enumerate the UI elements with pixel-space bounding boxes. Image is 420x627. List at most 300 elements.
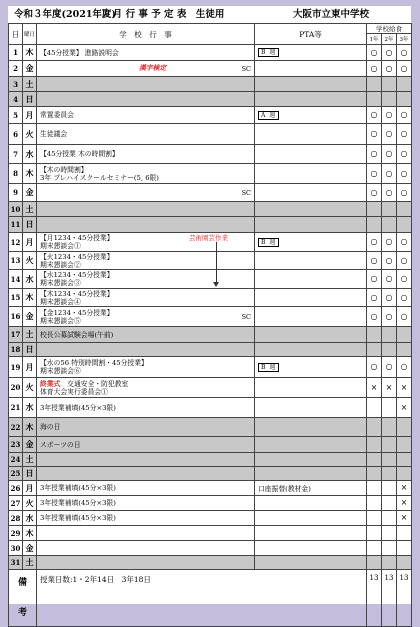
- lunch-grade-2: ×: [382, 378, 397, 398]
- events-cell: [37, 145, 255, 164]
- lunch-grade-1: ○: [367, 145, 382, 164]
- event-text: 【木1234・45分授業】: [40, 289, 114, 298]
- lunch-grade-1: ○: [367, 45, 382, 61]
- lunch-grade-2: ○: [382, 307, 397, 327]
- day-number: 6: [9, 124, 23, 145]
- lunch-grade-1: ○: [367, 289, 382, 307]
- fiscal-year-title: 令和３年度(2021年度): [14, 9, 116, 20]
- header-grade-3: 3年: [397, 34, 412, 45]
- weekday: 水: [23, 145, 37, 164]
- lunch-grade-1: [367, 327, 382, 343]
- day-number: 15: [9, 289, 23, 307]
- event-text: 期末懇談会⑥: [40, 367, 81, 375]
- week-badge: B 週: [258, 238, 279, 247]
- lunch-grade-3: [397, 92, 412, 107]
- event-text: 3年授業補填(45分×3限): [40, 514, 116, 522]
- lunch-grade-3: ○: [397, 61, 412, 77]
- lunch-grade-1: [367, 496, 382, 511]
- pta-cell: [255, 184, 367, 202]
- lunch-grade-1: [367, 467, 382, 481]
- pta-cell: [255, 270, 367, 289]
- weekday: 月: [23, 233, 37, 252]
- pta-text: 口座振替(教材金): [258, 485, 311, 493]
- pta-cell: [255, 145, 367, 164]
- lunch-grade-3: ○: [397, 124, 412, 145]
- week-badge: B 週: [258, 363, 279, 372]
- schedule-table: [8, 23, 412, 627]
- table-row: [9, 307, 412, 327]
- lunch-grade-2: ○: [382, 289, 397, 307]
- notes-row: [9, 570, 412, 627]
- events-cell: [37, 398, 255, 418]
- events-cell: [37, 418, 255, 437]
- pta-cell: [255, 343, 367, 357]
- weekday: 土: [23, 453, 37, 467]
- events-cell: [37, 217, 255, 233]
- pta-cell: [255, 252, 367, 270]
- lunch-grade-2: ○: [382, 145, 397, 164]
- pta-cell: [255, 164, 367, 184]
- events-cell: [37, 357, 255, 378]
- events-cell: [37, 124, 255, 145]
- day-number: 18: [9, 343, 23, 357]
- day-number: 26: [9, 481, 23, 496]
- lunch-grade-3: ×: [397, 398, 412, 418]
- pta-cell: [255, 556, 367, 570]
- lunch-grade-1: ○: [367, 307, 382, 327]
- events-cell: [37, 184, 255, 202]
- lunch-grade-3: [397, 202, 412, 217]
- day-number: 14: [9, 270, 23, 289]
- events-cell: [37, 556, 255, 570]
- event-text: 【月1234・45分授業】: [40, 234, 114, 242]
- schedule-rows: [9, 45, 412, 570]
- event-text: 3年授業補填(45分×3限): [40, 484, 116, 492]
- lunch-grade-3: ×: [397, 511, 412, 526]
- pta-cell: [255, 453, 367, 467]
- weekday: 火: [23, 252, 37, 270]
- lunch-grade-1: ○: [367, 233, 382, 252]
- weekday: 水: [23, 398, 37, 418]
- events-cell: [37, 511, 255, 526]
- weekday: 日: [23, 343, 37, 357]
- pta-cell: [255, 357, 367, 378]
- schedule-title: ７ 月 行 事 予 定 表 生徒用: [100, 9, 225, 20]
- event-text: 【木の時間割】: [40, 165, 88, 174]
- lunch-grade-3: ○: [397, 164, 412, 184]
- weekday: 月: [23, 357, 37, 378]
- day-number: 1: [9, 45, 23, 61]
- day-number: 30: [9, 541, 23, 556]
- day-number: 29: [9, 526, 23, 541]
- day-number: 10: [9, 202, 23, 217]
- day-number: 21: [9, 398, 23, 418]
- table-row: [9, 92, 412, 107]
- weekday: 日: [23, 217, 37, 233]
- pta-cell: [255, 233, 367, 252]
- weekday: 金: [23, 541, 37, 556]
- lunch-grade-2: [382, 437, 397, 453]
- schedule-sheet: [8, 6, 411, 618]
- table-row: [9, 270, 412, 289]
- weekday: 木: [23, 45, 37, 61]
- table-row: [9, 496, 412, 511]
- event-text: 期末懇談会④: [40, 297, 81, 306]
- lunch-grade-3: ○: [397, 107, 412, 124]
- lunch-grade-2: [382, 343, 397, 357]
- lunch-grade-2: [382, 467, 397, 481]
- lunch-grade-3: [397, 526, 412, 541]
- lunch-grade-3: [397, 556, 412, 570]
- lunch-grade-3: ○: [397, 357, 412, 378]
- table-row: [9, 289, 412, 307]
- table-row: [9, 481, 412, 496]
- lunch-grade-3: ○: [397, 307, 412, 327]
- pta-cell: [255, 202, 367, 217]
- lunch-grade-3: [397, 327, 412, 343]
- day-number: 16: [9, 307, 23, 327]
- sc-mark: SC: [241, 312, 251, 321]
- kanji-test-note: 漢字検定: [139, 64, 167, 72]
- events-cell: [37, 61, 255, 77]
- events-cell: [37, 496, 255, 511]
- day-number: 8: [9, 164, 23, 184]
- table-row: [9, 184, 412, 202]
- event-text: 【水の56 特別時間割・45分授業】: [40, 359, 148, 367]
- lunch-grade-1: [367, 418, 382, 437]
- event-text: 生徒議会: [40, 130, 68, 138]
- lunch-grade-3: [397, 437, 412, 453]
- weekday: 金: [23, 307, 37, 327]
- lunch-grade-3: [397, 467, 412, 481]
- title-row: [8, 6, 411, 23]
- lunch-grade-1: ×: [367, 378, 382, 398]
- header-lunch: 学校給食: [367, 24, 412, 34]
- weekday: 土: [23, 556, 37, 570]
- events-cell: [37, 541, 255, 556]
- lunch-grade-2: ○: [382, 61, 397, 77]
- lunch-grade-2: ○: [382, 357, 397, 378]
- lunch-grade-2: [382, 202, 397, 217]
- event-text: 体育大会実行委員会①: [40, 387, 108, 396]
- event-text: スポーツの日: [40, 440, 81, 449]
- arrow-down-icon: [213, 282, 219, 287]
- weekday: 火: [23, 378, 37, 398]
- lunch-grade-2: ○: [382, 270, 397, 289]
- lunch-grade-2: [382, 398, 397, 418]
- weekday: 木: [23, 289, 37, 307]
- weekday: 土: [23, 327, 37, 343]
- lunch-grade-1: ○: [367, 164, 382, 184]
- event-text: 【水1234・45分授業】: [40, 271, 114, 279]
- lunch-grade-3: ○: [397, 233, 412, 252]
- pta-cell: [255, 437, 367, 453]
- lunch-grade-2: [382, 453, 397, 467]
- event-text: 校長公募試験会場(午前): [40, 330, 114, 339]
- sc-mark: SC: [241, 64, 251, 73]
- school-name: 大阪市立東中学校: [293, 9, 370, 20]
- header-grade-1: 1年: [367, 34, 382, 45]
- lunch-grade-3: ○: [397, 45, 412, 61]
- total-grade-2: 13: [382, 570, 397, 627]
- weekday: 金: [23, 184, 37, 202]
- events-cell: [37, 252, 255, 270]
- lunch-grade-2: [382, 217, 397, 233]
- lunch-grade-3: [397, 418, 412, 437]
- day-number: 11: [9, 217, 23, 233]
- lunch-grade-3: [397, 541, 412, 556]
- weekday: 金: [23, 61, 37, 77]
- lunch-grade-2: ○: [382, 124, 397, 145]
- day-number: 27: [9, 496, 23, 511]
- event-text: 3年 プレハイスクールセミナー(5, 6限): [40, 173, 159, 182]
- header-events: 学 校 行 事: [37, 24, 255, 45]
- day-number: 25: [9, 467, 23, 481]
- day-number: 22: [9, 418, 23, 437]
- lunch-grade-2: [382, 481, 397, 496]
- day-number: 23: [9, 437, 23, 453]
- day-number: 19: [9, 357, 23, 378]
- weekday: 土: [23, 202, 37, 217]
- table-row: [9, 233, 412, 252]
- events-cell: [37, 481, 255, 496]
- table-row: [9, 453, 412, 467]
- events-cell: [37, 92, 255, 107]
- pta-cell: [255, 511, 367, 526]
- notes-text: 授業日数:1・2年14日 3年18日: [37, 570, 367, 627]
- table-row: [9, 252, 412, 270]
- pta-cell: [255, 307, 367, 327]
- lunch-grade-2: [382, 541, 397, 556]
- table-row: [9, 378, 412, 398]
- table-row: [9, 217, 412, 233]
- lunch-grade-2: [382, 496, 397, 511]
- lunch-grade-3: [397, 217, 412, 233]
- header-weekday: 曜日: [23, 24, 37, 45]
- lunch-grade-2: ○: [382, 252, 397, 270]
- events-cell: [37, 270, 255, 289]
- table-row: [9, 511, 412, 526]
- lunch-grade-3: ○: [397, 270, 412, 289]
- events-cell: [37, 467, 255, 481]
- lunch-grade-2: [382, 526, 397, 541]
- total-grade-3: 13: [397, 570, 412, 627]
- event-text: 3年授業補填(45分×3限): [40, 499, 116, 507]
- table-row: [9, 145, 412, 164]
- header-grade-2: 2年: [382, 34, 397, 45]
- lunch-grade-3: [397, 453, 412, 467]
- lunch-grade-3: ○: [397, 184, 412, 202]
- weekday: 金: [23, 437, 37, 453]
- weekday: 日: [23, 92, 37, 107]
- weekday: 水: [23, 270, 37, 289]
- lunch-grade-3: ○: [397, 289, 412, 307]
- pta-cell: [255, 418, 367, 437]
- pta-cell: [255, 45, 367, 61]
- events-cell: [37, 202, 255, 217]
- day-number: 4: [9, 92, 23, 107]
- pta-cell: [255, 124, 367, 145]
- lunch-grade-2: [382, 418, 397, 437]
- day-number: 2: [9, 61, 23, 77]
- table-row: [9, 61, 412, 77]
- event-text: 【火1234・45分授業】: [40, 252, 114, 261]
- table-row: [9, 202, 412, 217]
- day-number: 3: [9, 77, 23, 92]
- table-row: [9, 357, 412, 378]
- art-work-note: 芸術園芸作業: [189, 234, 228, 242]
- pta-cell: [255, 467, 367, 481]
- day-number: 5: [9, 107, 23, 124]
- weekday: 木: [23, 164, 37, 184]
- lunch-grade-3: ○: [397, 145, 412, 164]
- day-number: 31: [9, 556, 23, 570]
- lunch-grade-1: [367, 453, 382, 467]
- pta-cell: [255, 481, 367, 496]
- table-row: [9, 164, 412, 184]
- events-cell: [37, 453, 255, 467]
- events-cell: [37, 77, 255, 92]
- day-number: 9: [9, 184, 23, 202]
- table-row: [9, 343, 412, 357]
- events-cell: [37, 307, 255, 327]
- lunch-grade-1: ○: [367, 107, 382, 124]
- sc-mark: SC: [241, 188, 251, 197]
- header-day: 日: [9, 24, 23, 45]
- lunch-grade-1: [367, 202, 382, 217]
- lunch-grade-2: [382, 556, 397, 570]
- event-text: 期末懇談会③: [40, 279, 81, 287]
- pta-cell: [255, 378, 367, 398]
- pta-cell: [255, 526, 367, 541]
- lunch-grade-3: [397, 77, 412, 92]
- table-row: [9, 556, 412, 570]
- day-number: 7: [9, 145, 23, 164]
- lunch-grade-3: ×: [397, 378, 412, 398]
- pta-cell: [255, 77, 367, 92]
- lunch-grade-1: ○: [367, 184, 382, 202]
- lunch-grade-3: [397, 343, 412, 357]
- lunch-grade-3: ×: [397, 481, 412, 496]
- table-row: [9, 437, 412, 453]
- pta-cell: [255, 92, 367, 107]
- pta-cell: [255, 217, 367, 233]
- weekday: 火: [23, 496, 37, 511]
- event-text: 期末懇談会①: [40, 242, 81, 250]
- weekday: 木: [23, 526, 37, 541]
- lunch-grade-1: [367, 481, 382, 496]
- weekday: 土: [23, 77, 37, 92]
- pta-cell: [255, 398, 367, 418]
- events-cell: [37, 289, 255, 307]
- table-row: [9, 45, 412, 61]
- events-cell: [37, 437, 255, 453]
- lunch-grade-2: [382, 92, 397, 107]
- table-row: [9, 124, 412, 145]
- pta-cell: [255, 496, 367, 511]
- lunch-grade-2: [382, 327, 397, 343]
- event-text: 期末懇談会⑤: [40, 316, 81, 325]
- events-cell: [37, 526, 255, 541]
- lunch-grade-1: [367, 541, 382, 556]
- lunch-grade-1: [367, 556, 382, 570]
- table-row: [9, 398, 412, 418]
- lunch-grade-1: [367, 398, 382, 418]
- lunch-grade-1: ○: [367, 124, 382, 145]
- pta-cell: [255, 107, 367, 124]
- weekday: 月: [23, 481, 37, 496]
- day-number: 12: [9, 233, 23, 252]
- table-row: [9, 418, 412, 437]
- events-cell: [37, 107, 255, 124]
- lunch-grade-2: ○: [382, 45, 397, 61]
- events-cell: [37, 45, 255, 61]
- arrow-line: [216, 242, 217, 282]
- table-row: [9, 467, 412, 481]
- events-cell: [37, 164, 255, 184]
- event-text: 【45分授業】 進路説明会: [40, 48, 119, 57]
- event-text: 海の日: [40, 423, 61, 431]
- pta-cell: [255, 327, 367, 343]
- lunch-grade-3: ○: [397, 252, 412, 270]
- day-number: 17: [9, 327, 23, 343]
- lunch-grade-2: ○: [382, 233, 397, 252]
- lunch-grade-2: [382, 511, 397, 526]
- lunch-grade-1: ○: [367, 357, 382, 378]
- table-row: [9, 526, 412, 541]
- event-text: 【金1234・45分授業】: [40, 308, 114, 317]
- lunch-grade-1: ○: [367, 252, 382, 270]
- lunch-grade-1: [367, 511, 382, 526]
- event-text-rest: 交通安全・防犯教室: [60, 379, 129, 388]
- lunch-grade-1: ○: [367, 270, 382, 289]
- events-cell: [37, 233, 255, 252]
- lunch-grade-1: [367, 343, 382, 357]
- week-badge: B 週: [258, 48, 279, 57]
- lunch-grade-1: [367, 92, 382, 107]
- day-number: 24: [9, 453, 23, 467]
- header-pta: PTA等: [255, 24, 367, 45]
- lunch-grade-2: [382, 77, 397, 92]
- pta-cell: [255, 541, 367, 556]
- notes-label: 備 考: [9, 570, 37, 627]
- event-text: 3年授業補填(45分×3限): [40, 403, 116, 412]
- event-text: 【45分授業 木の時間割】: [40, 150, 119, 158]
- table-row: [9, 107, 412, 124]
- lunch-grade-2: ○: [382, 107, 397, 124]
- event-text: [40, 380, 254, 388]
- event-text: 常置委員会: [40, 111, 74, 119]
- events-cell: [37, 327, 255, 343]
- day-number: 20: [9, 378, 23, 398]
- day-number: 13: [9, 252, 23, 270]
- pta-cell: [255, 289, 367, 307]
- event-highlight: 終業式: [40, 379, 61, 388]
- lunch-grade-2: ○: [382, 184, 397, 202]
- table-row: [9, 327, 412, 343]
- table-row: [9, 541, 412, 556]
- table-row: [9, 77, 412, 92]
- weekday: 月: [23, 107, 37, 124]
- events-cell: [37, 378, 255, 398]
- weekday: 木: [23, 418, 37, 437]
- lunch-grade-1: ○: [367, 61, 382, 77]
- day-number: 28: [9, 511, 23, 526]
- lunch-grade-2: ○: [382, 164, 397, 184]
- lunch-grade-3: ×: [397, 496, 412, 511]
- lunch-grade-1: [367, 77, 382, 92]
- pta-cell: [255, 61, 367, 77]
